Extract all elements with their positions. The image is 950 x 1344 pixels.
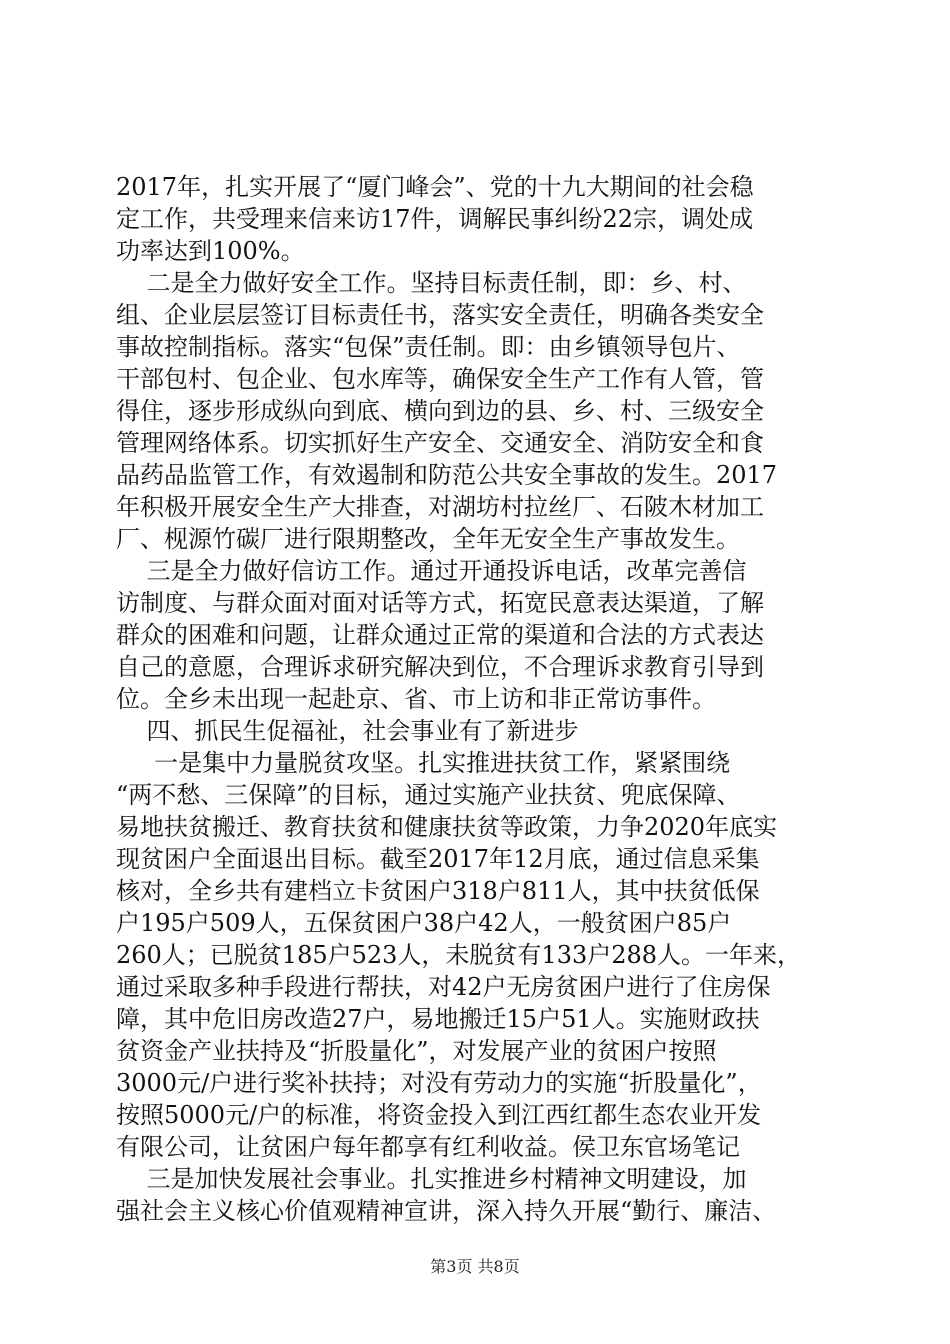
text-line: 位。全乡未出现一起赴京、省、市上访和非正常访事件。 <box>116 685 716 713</box>
text-line: 核对，全乡共有建档立卡贫困户318户811人，其中扶贫低保 <box>116 877 760 905</box>
text-line: 260人；已脱贫185户523人，未脱贫有133户288人。一年来， <box>116 941 802 969</box>
text-line: 组、企业层层签订目标责任书，落实安全责任，明确各类安全 <box>116 301 764 329</box>
text-line: 二是全力做好安全工作。坚持目标责任制，即：乡、村、 <box>116 269 747 297</box>
text-line: 群众的困难和问题，让群众通过正常的渠道和合法的方式表达 <box>116 621 764 649</box>
text-line: 按照5000元/户的标准，将资金投入到江西红都生态农业开发 <box>116 1101 762 1129</box>
body-text <box>116 171 836 1227</box>
text-line: 事故控制指标。落实“包保”责任制。即：由乡镇领导包片、 <box>116 333 741 361</box>
text-line: 干部包村、包企业、包水库等，确保安全生产工作有人管，管 <box>116 365 764 393</box>
text-line: 现贫困户全面退出目标。截至2017年12月底，通过信息采集 <box>116 845 760 873</box>
text-line: 管理网络体系。切实抓好生产安全、交通安全、消防安全和食 <box>116 429 764 457</box>
text-line: “两不愁、三保障”的目标，通过实施产业扶贫、兜底保障、 <box>116 781 741 809</box>
text-line: 3000元/户进行奖补扶持；对没有劳动力的实施“折股量化”， <box>116 1069 762 1097</box>
text-line: 自己的意愿，合理诉求研究解决到位，不合理诉求教育引导到 <box>116 653 764 681</box>
text-line: 三是全力做好信访工作。通过开通投诉电话，改革完善信 <box>116 557 747 585</box>
text-line: 户195户509人，五保贫困户38户42人，一般贫困户85户 <box>116 909 732 937</box>
text-line: 贫资金产业扶持及“折股量化”，对发展产业的贫困户按照 <box>116 1037 717 1065</box>
page-footer <box>0 1257 950 1277</box>
text-line: 障，其中危旧房改造27户，易地搬迁15户51人。实施财政扶 <box>116 1005 760 1033</box>
section-heading: 四、抓民生促福祉，社会事业有了新进步 <box>116 717 579 745</box>
text-line: 有限公司，让贫困户每年都享有红利收益。侯卫东官场笔记 <box>116 1133 740 1161</box>
text-line: 品药品监管工作，有效遏制和防范公共安全事故的发生。2017 <box>116 461 778 489</box>
text-line: 定工作，共受理来信来访17件，调解民事纠纷22宗，调处成 <box>116 205 754 233</box>
text-line: 通过采取多种手段进行帮扶，对42户无房贫困户进行了住房保 <box>116 973 771 1001</box>
text-line: 年积极开展安全生产大排查，对湖坊村拉丝厂、石陂木材加工 <box>116 493 764 521</box>
text-line: 三是加快发展社会事业。扎实推进乡村精神文明建设，加 <box>116 1165 747 1193</box>
text-line: 厂、枧源竹碳厂进行限期整改，全年无安全生产事故发生。 <box>116 525 740 553</box>
text-line: 2017年，扎实开展了“厦门峰会”、党的十九大期间的社会稳 <box>116 173 754 201</box>
text-line: 功率达到100%。 <box>116 237 305 265</box>
text-line: 易地扶贫搬迁、教育扶贫和健康扶贫等政策，力争2020年底实 <box>116 813 778 841</box>
text-line: 访制度、与群众面对面对话等方式，拓宽民意表达渠道，了解 <box>116 589 764 617</box>
text-line: 强社会主义核心价值观精神宣讲，深入持久开展“勤行、廉洁、 <box>116 1197 777 1225</box>
page-number-label: 第3页 共8页 <box>430 1257 520 1276</box>
text-line: 一是集中力量脱贫攻坚。扎实推进扶贫工作，紧紧围绕 <box>116 749 731 777</box>
text-line: 得住，逐步形成纵向到底、横向到边的县、乡、村、三级安全 <box>116 397 764 425</box>
